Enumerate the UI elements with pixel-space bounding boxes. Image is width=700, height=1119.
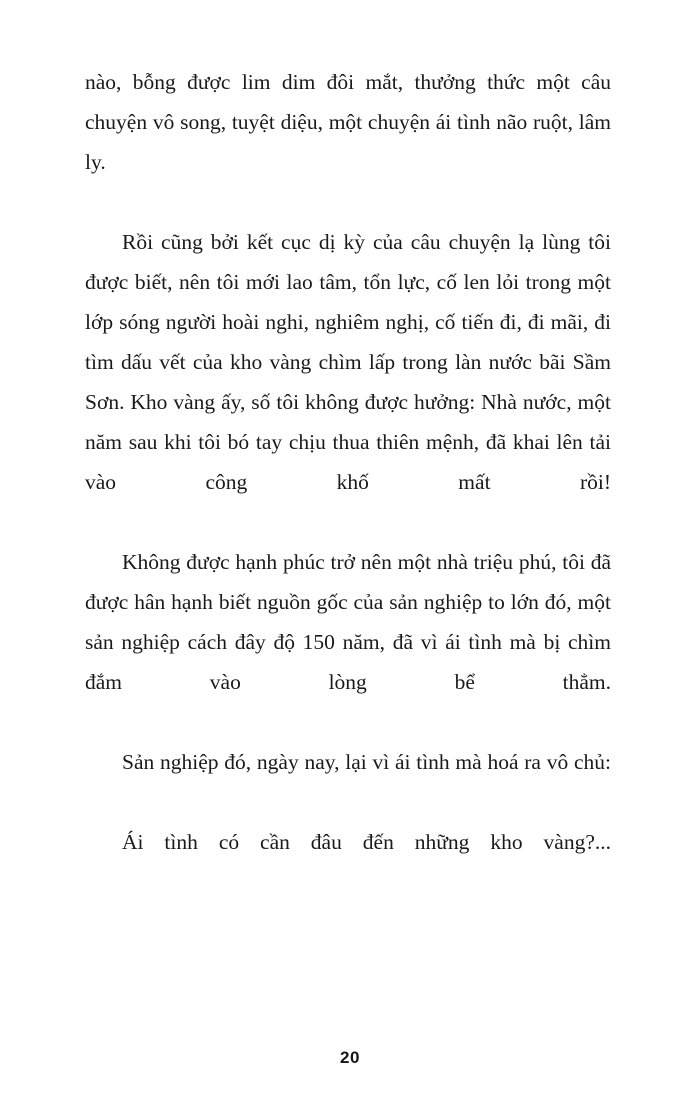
- paragraph-2: Rồi cũng bởi kết cục dị kỳ của câu chuyện lạ lùng tôi được biết, nên tôi mới lao tâm, tổn lực, cố len lỏi trong một lớp sóng người hoài nghi, nghiêm nghị, cố tiến đi, đi mãi, đi tìm dấu vết của kho vàng chìm lấp trong làn nước bãi Sầm Sơn. Kho vàng ấy, số tôi không được hưởng: Nhà nước, một năm sau khi tôi bó tay chịu thua thiên mệnh, đã khai lên tải vào công khố mất rồi!: [85, 230, 611, 494]
- paragraph-4: Sản nghiệp đó, ngày nay, lại vì ái tình mà hoá ra vô chủ:: [122, 750, 611, 774]
- page-text-column: [85, 62, 611, 902]
- paragraph-3: Không được hạnh phúc trở nên một nhà triệu phú, tôi đã được hân hạnh biết nguồn gốc của sản nghiệp to lớn đó, một sản nghiệp cách đây độ 150 năm, đã vì ái tình mà bị chìm đắm vào lòng bể thẳm.: [85, 550, 611, 694]
- paragraph-5: Ái tình có cần đâu đến những kho vàng?...: [122, 830, 611, 854]
- paragraph-1: nào, bỗng được lim dim đôi mắt, thưởng thức một câu chuyện vô song, tuyệt diệu, một chuyện ái tình não ruột, lâm ly.: [85, 70, 611, 174]
- page-number: 20: [340, 1048, 360, 1067]
